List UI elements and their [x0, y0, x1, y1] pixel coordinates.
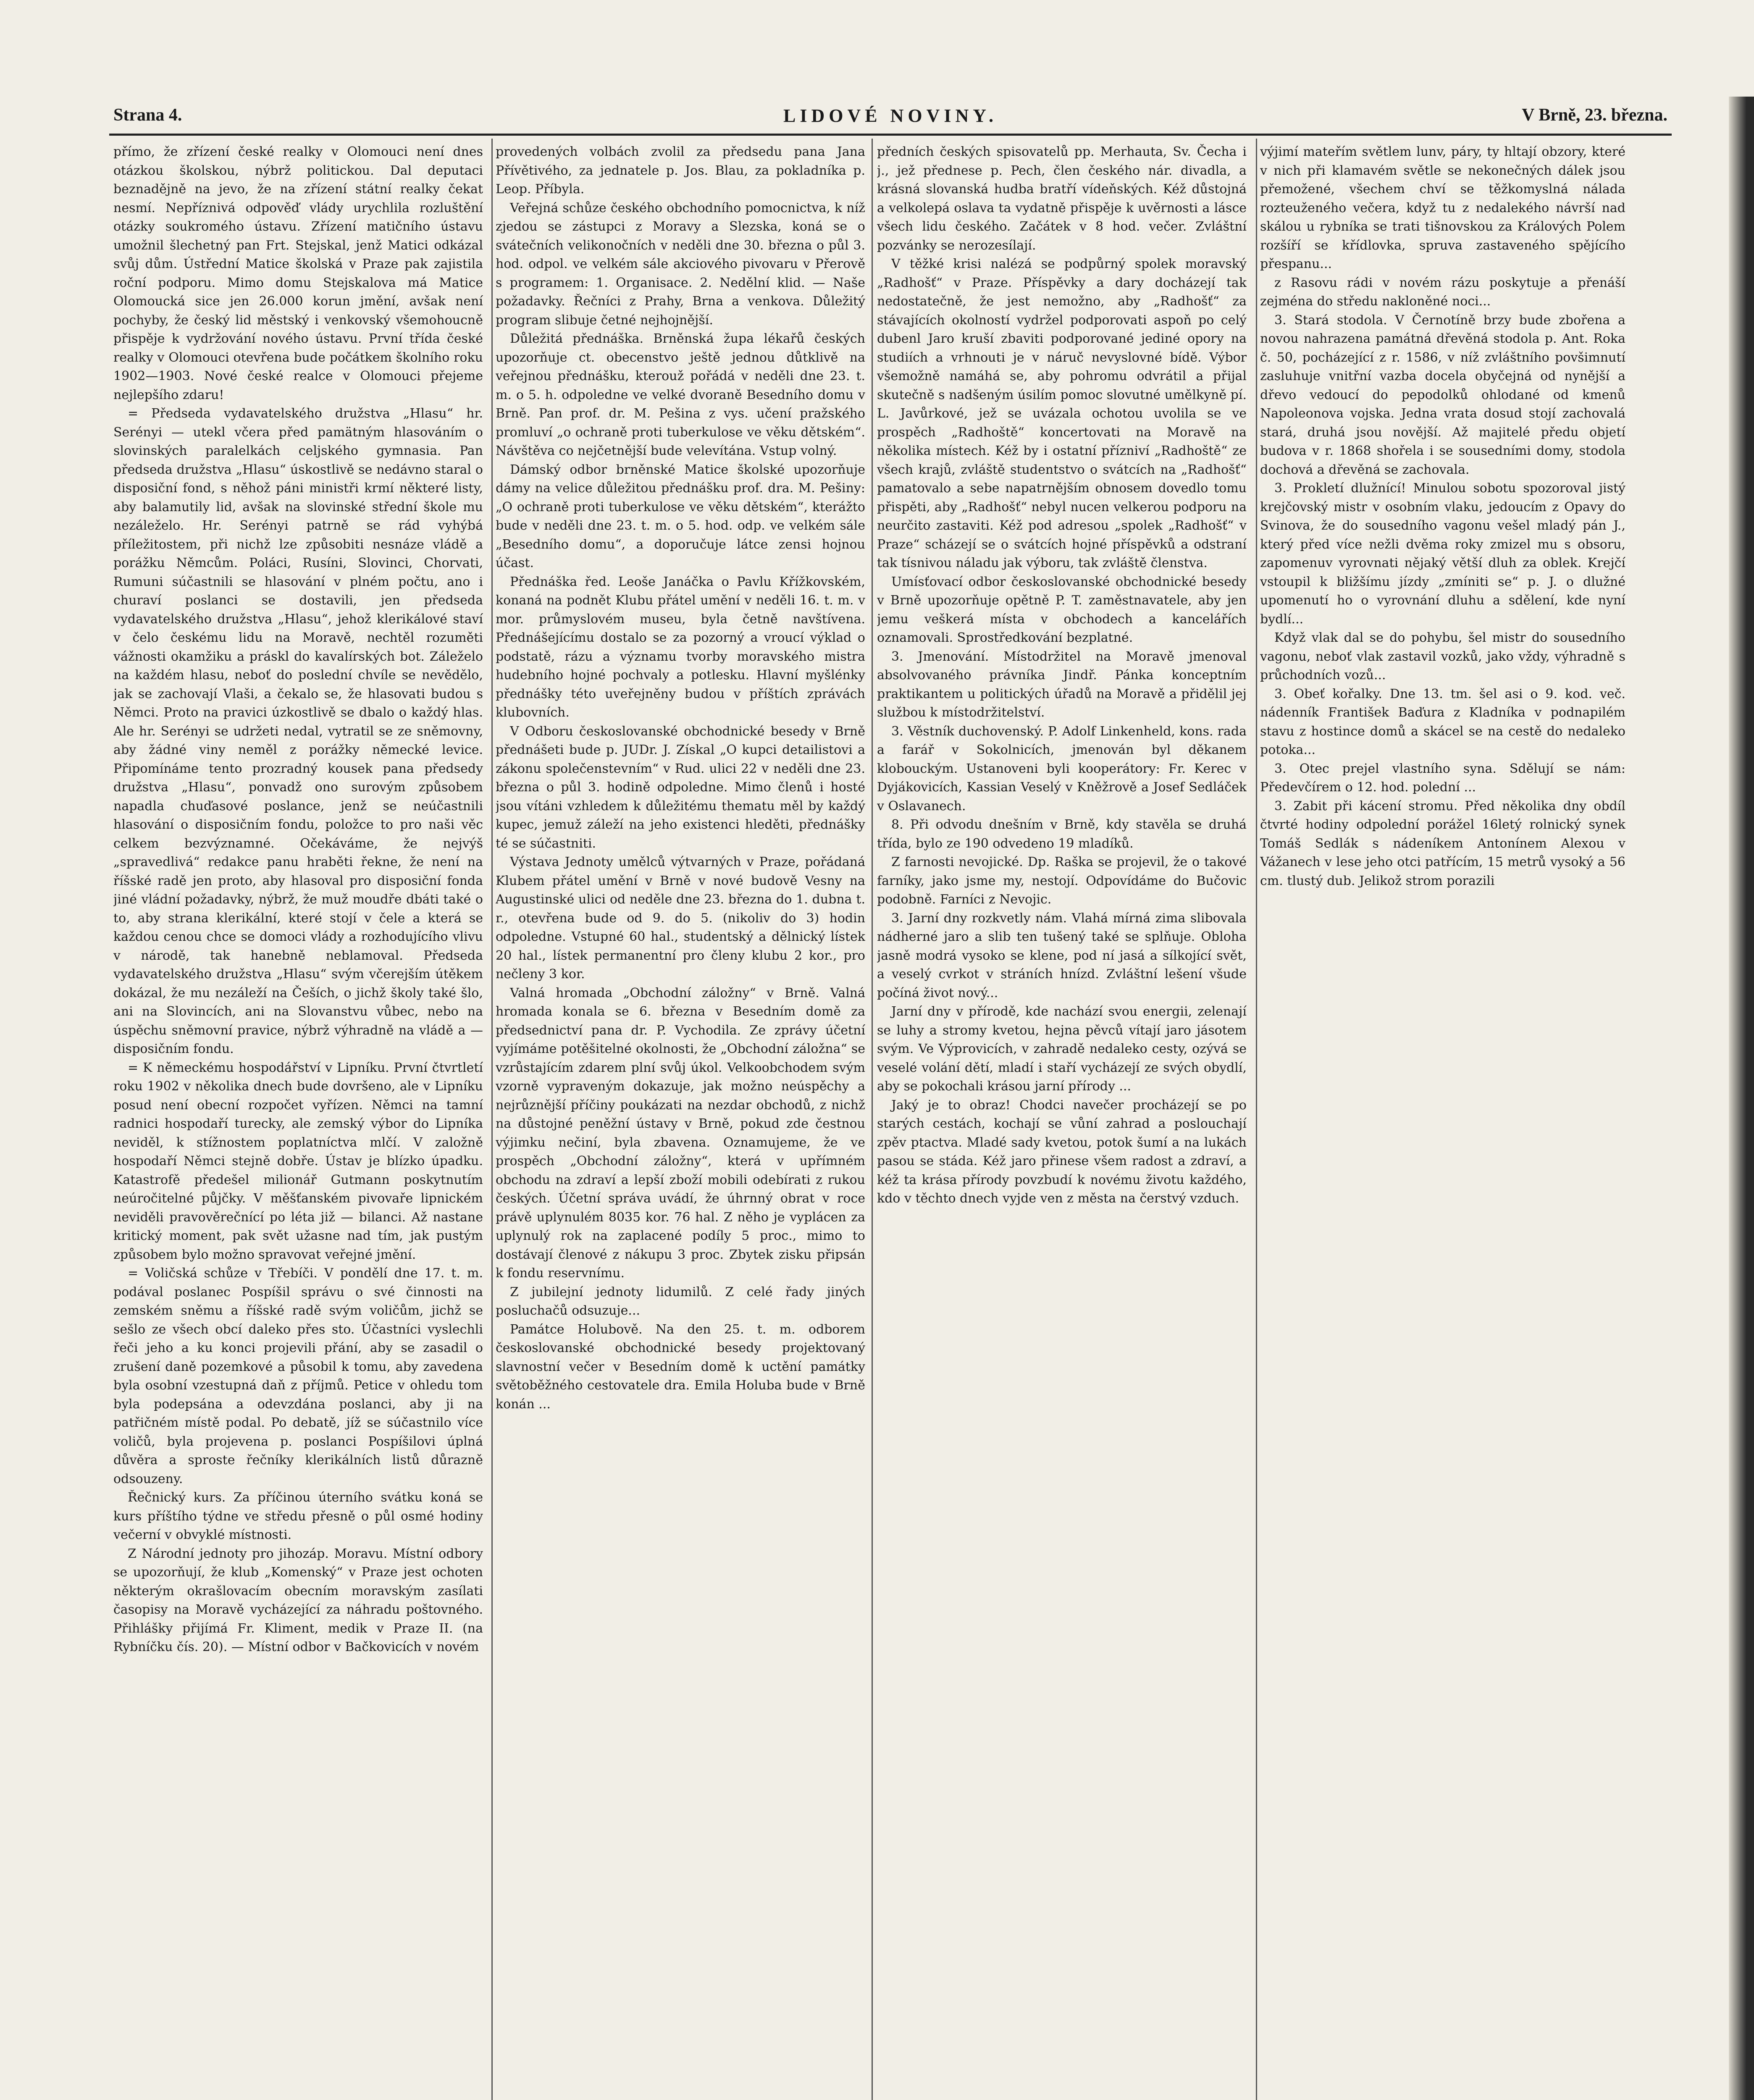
page-number: Strana 4.: [113, 105, 182, 125]
page-header: [113, 105, 1667, 130]
article-paragraph: 3. Jarní dny rozkvetly nám. Vlahá mírná zima slibovala nádherné jaro a slib ten tušený také se splňuje. Obloha jasně modrá vysoko se klene, pod ní jasá a sílkojící svět, a veselý cvrkot v stráních hnízd. Zvláštní lešení všude počíná život nový...: [877, 911, 1247, 1000]
article-paragraph: Z Národní jednoty pro jihozáp. Moravu. Místní odbory se upozorňují, že klub „Komenský“ v Praze jest ochoten některým okrašlovacím obecním moravským zasílati časopisy na Moravě vycházející za náhradu poštovného. Přihlášky přijímá Fr. Kliment, medik v Praze II. (na Rybníčku čís. 20). — Místní odbor v Bačkovicích v novém: [113, 1546, 483, 1654]
article-paragraph: 3. Prokletí dlužnící! Minulou sobotu spozoroval jistý krejčovský mistr v osobním vlaku, jedoucím z Opavy do Svinova, že do sousedního vagonu vešel mladý pán J., který před více nežli dvěma roky zmizel mu s obsoru, zapomenuv vyrovnati nějaký větší dluh za oblek. Krejčí vstoupil k bližšímu jízdy „zmíniti se“ p. J. o dlužné upomenutí ho o vyrovnání dluhu a sdělení, kde nyní bydlí...: [1260, 481, 1625, 627]
article-paragraph: 3. Otec prejel vlastního syna. Sdělují se nám: Předevčírem o 12. hod. polední ...: [1260, 761, 1625, 795]
article-paragraph: předních českých spisovatelů pp. Merhauta, Sv. Čecha i j., jež přednese p. Pech, člen českého nár. divadla, a krásná slovanská hudba bratří vídeňských. Kéž důstojná a velkolepá oslava ta vydatně přispěje k uvěrnosti a lásce všech lidu českého. Začátek v 8 hod. večer. Zvláštní pozvánky se nerozesílají.: [877, 144, 1247, 253]
article-paragraph: 3. Věstník duchovenský. P. Adolf Linkenheld, kons. rada a farář v Sokolnicích, jmenován byl děkanem klobouckým. Ustanoveni byli kooperátory: Fr. Kerec v Dyjákovicích, Kassian Veselý v Kněžrově a Josef Sedláček v Oslavanech.: [877, 724, 1247, 814]
article-paragraph: 3. Zabit při kácení stromu. Před několika dny obdíl čtvrté hodiny odpolední porážel 16letý rolnický synek Tomáš Sedlák s nádeníkem Antonínem Alexou v Vážanech v lese jeho otci patřícím, 15 metrů vysoký a 56 cm. tlustý dub. Jelikož strom porazili: [1260, 798, 1625, 888]
article-paragraph: 3. Stará stodola. V Černotíně brzy bude zbořena a novou nahrazena památná dřevěná stodola p. Ant. Roka č. 50, pocházející z r. 1586, v níž zvláštního povšimnutí zasluhuje vnitřní vazba docela obyčejná od nynější a dřevo vedoucí do pepodolků ohlodané od kmenů Napoleonova vojska. Jedna vrata dosud stojí zachovalá stará, druhá jsou novější. Až majitelé předu objetí budova v r. 1868 shořela i se sousedními domy, stodola dochová a dřevěná se zachovala.: [1260, 312, 1625, 477]
article-paragraph: Výstava Jednoty umělců výtvarných v Praze, pořádaná Klubem přátel umění v Brně v nové budově Vesny na Augustinské ulici od neděle dne 23. března do 1. dubna t. r., otevřena bude od 9. do 5. (nikoliv do 3) hodin odpoledne. Vstupné 60 hal., studentský a dělnický lístek 20 hal., lístek permanentní pro členy klubu 2 kor., pro nečleny 3 kor.: [496, 855, 865, 982]
article-paragraph: Umísťovací odbor českoslovanské obchodnické besedy v Brně upozorňuje opětně P. T. zaměstnavatele, aby jen jemu veškerá místa v obchodech a kancelářích oznamovali. Sprostředkování bezplatné.: [877, 574, 1247, 645]
article-paragraph: 3. Obeť kořalky. Dne 13. tm. šel asi o 9. kod. več. nádenník František Baďura z Kladníka v podnapilém stavu z hostince domů a skácel se na cestě do nedaleko potoka...: [1260, 686, 1625, 757]
place-date: V Brně, 23. března.: [1522, 105, 1667, 125]
column-1: [113, 143, 483, 2100]
masthead-title: LIDOVÉ NOVINY.: [783, 105, 998, 126]
column-4: [1260, 143, 1625, 2100]
article-paragraph: Jarní dny v přírodě, kde nachází svou energii, zelenají se luhy a stromy kvetou, hejna pěvců vítají jaro jásotem svým. Ve Výprovicích, v zahradě nedaleko cesty, ozývá se veselé volání dětí, mladí i staří vycházejí ze svých obydlí, aby se pokochali krásou jarní přírody ...: [877, 1004, 1247, 1094]
column-2: [496, 143, 865, 2100]
header-rule: [109, 134, 1672, 136]
article-paragraph: Památce Holubově. Na den 25. t. m. odborem českoslovanské obchodnické besedy projektovaný slavnostní večer v Besedním domě k uctění památky světoběžného cestovatele dra. Emila Holuba bude v Brně konán ...: [496, 1322, 865, 1412]
article-paragraph: Přednáška řed. Leoše Janáčka o Pavlu Křížkovském, konaná na podnět Klubu přátel umění v neděli 16. t. m. v mor. průmyslovém museu, byla četně navštívena. Přednášejícímu dostalo se za pozorný a vroucí výklad o podstatě, rázu a významu tvorby moravského mistra hudebního hojné pochvaly a potlesku. Hlavní myšlénky přednášky této uveřejněny budou v příštích zprávách klubovních.: [496, 574, 865, 720]
article-paragraph: Dámský odbor brněnské Matice školské upozorňuje dámy na velice důležitou přednášku prof. dra. M. Pešiny: „O ochraně proti tuberkulose ve věku dětském“, kterážto bude v neděli dne 23. t. m. o 5. hod. odp. ve velkém sále „Besedního domu“, a doporučuje látce zensi hojnou účast.: [496, 462, 865, 570]
article-paragraph: 3. Jmenování. Místodržitel na Moravě jmenoval absolvovaného právníka Jindř. Pánka konceptním praktikantem u politických úřadů na Moravě a přidělil jej službou k místodržitelství.: [877, 649, 1247, 720]
article-paragraph: provedených volbách zvolil za předsedu pana Jana Přívětivého, za jednatele p. Jos. Blau, za pokladníka p. Leop. Příbyla.: [496, 144, 865, 197]
article-paragraph: Z farnosti nevojické. Dp. Raška se projevil, že o takové farníky, jako jsme my, nestojí. Odpovídáme do Bučovic podobně. Farníci z Nevojic.: [877, 855, 1247, 907]
article-paragraph: V Odboru českoslovanské obchodnické besedy v Brně přednášeti bude p. JUDr. J. Získal „O kupci detailistovi a zákonu společenstevním“ v Rud. ulici 22 v neděli dne 23. března o půl 3. hodině odpoledne. Mimo členů i hosté jsou vítáni vzhledem k důležitému thematu měl by každý kupec, jemuž záleží na jeho existenci hleděti, přednášky té se súčastniti.: [496, 724, 865, 851]
article-paragraph: z Rasovu rádi v novém rázu poskytuje a přenáší zejména do středu nakloněné noci...: [1260, 275, 1625, 309]
article-paragraph: Z jubilejní jednoty lidumilů. Z celé řady jiných posluchačů odsuzuje...: [496, 1284, 865, 1318]
article-paragraph: V těžké krisi nalézá se podpůrný spolek moravský „Radhošť“ v Praze. Příspěvky a dary docházejí tak nedostatečně, že jest nemožno, aby „Radhošť“ za stávajících okolností vydržel podporovati aspoň po celý dubenl Jaro kruší zbaviti podporované jediné opory na studiích a vrhnouti je v náruč nevyslovné bídě. Výbor všemožně namáhá se, aby pohromu odvrátil a přijal skutečně s nadšeným úsilím pomoc slovutné umělkyně pí. L. Javůrkové, jež se uvázala ochotou uvolila se ve prospěch „Radhoště“ koncertovati na Moravě na několika místech. Kéž by i ostatní přízniví „Radhoště“ ze všech krajů, zvláště studentstvo o svátcích na „Radhošť“ pamatovalo a sebe napatrnějším obnosem dovedlo tomu přispěti, aby „Radhošť“ nebyl nucen velkerou podporu na neurčito zastaviti. Kéž pod adresou „spolek „Radhošť“ v Praze“ scházejí se o svátcích hojné příspěvků a odstraní tak tísnivou náladu jak výboru, tak zvláště členstva.: [877, 257, 1247, 570]
article-paragraph: Valná hromada „Obchodní záložny“ v Brně. Valná hromada konala se 6. března v Besedním domě za předsednictví pana dr. P. Vychodila. Ze zprávy účetní vyjímáme potěšitelné okolnosti, že „Obchodní záložna“ se vzrůstajícím zdarem plní svůj úkol. Velkoobchodem svým vzorně vypraveným dokazuje, jak možno neúspěchy a nejrůznější příčiny poukázati na nezdar obchodů, z nichž na důstojné peněžní ústavy v Brně, pokud zde čestnou výjimku nečiní, byla zbavena. Oznamujeme, že ve prospěch „Obchodní záložny“, která v upřímném obchodu na zdraví a lepší zboží mobili odebírati z rukou českých. Účetní správa uvádí, že úhrnný obrat v roce právě uplynulém 8035 kor. 76 hal. Z něho je vyplácen za uplynulý rok na zaplacené podíly 5 proc., mimo to dostávají členové z nákupu 3 proc. Zbytek zisku připsán k fondu reservnímu.: [496, 985, 865, 1281]
article-paragraph: 8. Při odvodu dnešním v Brně, kdy stavěla se druhá třída, bylo ze 190 odvedeno 19 mladíků.: [877, 817, 1247, 851]
column-3: [877, 143, 1247, 2100]
column-divider: [872, 139, 873, 2100]
article-paragraph: = Voličská schůze v Třebíči. V pondělí dne 17. t. m. podával poslanec Pospíšil správu o své činnosti na zemském sněmu a říšské radě svým voličům, jichž se sešlo ze všech obcí daleko přes sto. Účastníci vyslechli řeči jeho a ku konci projevili přání, aby se zasadil o zrušení daně pozemkové a působil k tomu, aby zavedena byla osobní vzestupná daň z příjmů. Petice v ohledu tom byla podepsána a odevzdána poslanci, aby ji na patřičném místě podal. Po debatě, jíž se súčastnilo více voličů, byla projevena p. poslanci Pospíšilovi úplná důvěra a sproste řečníky klerikálních listů důrazně odsouzeny.: [113, 1266, 483, 1486]
article-paragraph: přímo, že zřízení české realky v Olomouci není dnes otázkou školskou, nýbrž politickou. Dal deputaci beznadějně na jevo, že na zřízení státní realky čekat nesmí. Nepříznivá odpověď vlády urychlila rozluštění otázky soukromého ústavu. Zřízení matičního ústavu umožnil šlechetný pan Frt. Stejskal, jenž Matici odkázal svůj dům. Ústřední Matice školská v Praze pak zajistila roční podporu. Mimo domu Stejskalova má Matice Olomoucká sice jen 26.000 korun jmění, avšak není pochyby, že český lid městský i venkovský všemohoucně přispěje k vydržování nového ústavu. První třída české realky v Olomouci otevřena bude počátkem školního roku 1902—1903. Nové české realce v Olomouci přejeme nejlepšího zdaru!: [113, 144, 483, 402]
article-paragraph: = Předseda vydavatelského družstva „Hlasu“ hr. Serényi — utekl včera před pamätným hlasováním o slovinských paralelkách celjského gymnasia. Pan předseda družstva „Hlasu“ úskostlivě se nedávno staral o disposiční fond, s něhož páni ministři krmí některé listy, aby balamutily lid, avšak na slovinské střední škole mu nezáleželo. Hr. Serényi patrně se rád vyhýbá příležitostem, při nichž lze způsobiti nesnáze vládě a porážku Němcům. Poláci, Rusíni, Slovinci, Chorvati, Rumuni súčastnili se hlasování v plném počtu, ano i churaví poslanci se dostavili, jen předseda vydavatelského družstva „Hlasu“, jehož klerikálové staví v čelo českému lidu na Moravě, nechtěl rozuměti vážnosti okamžiku a práskl do kavalírských bot. Záleželo na každém hlasu, neboť do poslední chvíle se nevědělo, jak se zachovají Vlaši, a čekalo se, že hlasovati budou s Němci. Proto na pravici úzkostlivě se dbalo o každý hlas. Ale hr. Serényi se udržeti nedal, vytratil se ze sněmovny, aby žádné viny neměl z porážky německé levice. Připomínáme tento prozradný kousek pana předsedy družstva „Hlasu“, ponvadž ono surovým způsobem napadla chuďasové poslance, jenž se neúčastnili hlasování o disposičním fondu, položce to pro naši věc celkem bezvýznamné. Očekáváme, že nejvýš „spravedlivá“ redakce panu hraběti řekne, že není na říšské radě jen proto, aby hlasoval pro disposiční fonda jiné vládní požadavky, nýbrž, že muž moudře dbáti také o to, aby strana klerikální, které stojí v čele a která se každou cenou chce se domoci vlády a rozhodujícího vlivu v národě, tak hanebně neblamoval. Předseda vydavatelského družstva „Hlasu“ svým včerejším útěkem dokázal, že mu nezáleží na Češích, o jichž školy také šlo, ani na Slovincích, ani na Slovanstvu vůbec, nebo na úspěchu sněmovní pravice, nýbrž výhradně na vládě a — disposičním fondu.: [113, 406, 483, 1056]
article-paragraph: Řečnický kurs. Za příčinou úterního svátku koná se kurs příštího týdne ve středu přesně o půl osmé hodiny večerní v obvyklé místnosti.: [113, 1490, 483, 1542]
column-divider: [491, 139, 493, 2100]
scan-binding-edge: [1729, 97, 1754, 2100]
column-divider: [1256, 139, 1257, 2100]
article-paragraph: Důležitá přednáška. Brněnská župa lékařů českých upozorňuje ct. obecenstvo ještě jednou důtklivě na veřejnou přednášku, kterouž pořádá v neděli dne 23. t. m. o 5. h. odpoledne ve velké dvoraně Besedního domu v Brně. Pan prof. dr. M. Pešina z vys. učení pražského promluví „o ochraně proti tuberkulose ve věku dětském“. Návštěva co nejčetnější bude velevítána. Vstup volný.: [496, 331, 865, 458]
article-paragraph: Veřejná schůze českého obchodního pomocnictva, k níž zjedou se zástupci z Moravy a Slezska, koná se o svátečních velikonočních v neděli dne 30. března o půl 3. hod. odpol. ve velkém sále akciového pivovaru v Přerově s programem: 1. Organisace. 2. Nedělní klid. — Naše požadavky. Řečníci z Prahy, Brna a venkova. Důležitý program slibuje četné nejhojnější.: [496, 200, 865, 328]
article-paragraph: výjimí mateřím světlem lunv, páry, ty hltají obzory, které v nich při klamavém světle se nekonečných dálek jsou přemožené, všechem chví se těžkomyslná nálada rozteuženého večera, když tu z nedalekého návrší nad skálou u rybníka se trati tišnovskou za Králových Polem rozšíří se křídlovka, spruva zastaveného spějícího přespanu...: [1260, 144, 1625, 271]
article-paragraph: = K německému hospodářství v Lipníku. První čtvrtletí roku 1902 v několika dnech bude dovršeno, ale v Lipníku posud není obecní rozpočet vyřízen. Němci na tamní radnici hospodaří turecky, ale zemský výbor do Lipníka neviděl, k stížnostem poplatníctva mlčí. V založně hospodaří Němci stejně dobře. Ústav je blízko úpadku. Katastrofě předešel milionář Gutmann poskytnutím neúročitelné půjčky. V měšťanském pivovaře lipnickém neviděli pravověrečnící po léta již — bilanci. Až nastane kritický moment, pak svět užasne nad tím, jak pustým způsobem bylo možno spravovat veřejné jmění.: [113, 1060, 483, 1262]
article-paragraph: Jaký je to obraz! Chodci navečer procházejí se po starých cestách, kochají se vůní zahrad a poslouchají zpěv ptactva. Mladé sady kvetou, potok šumí a na lukách pasou se stáda. Kéž jaro přinese všem radost a zdraví, a kéž ta krása přírody povzbudí k novému životu každého, kdo v těchto dnech vyjde ven z města na čerstvý vzduch.: [877, 1097, 1247, 1206]
article-paragraph: Když vlak dal se do pohybu, šel mistr do sousedního vagonu, neboť vlak zastavil vozků, jako vždy, výhradně s průchodních vozů...: [1260, 630, 1625, 682]
